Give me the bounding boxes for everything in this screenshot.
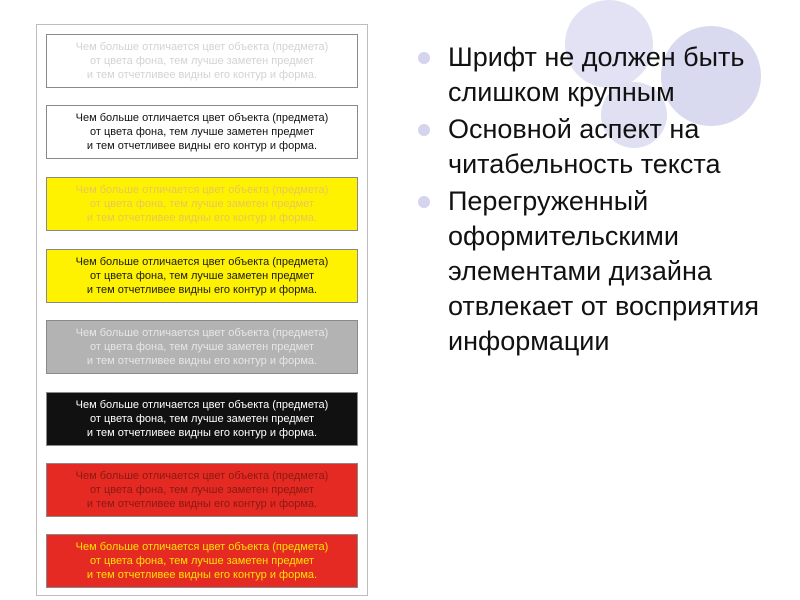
bullet-dot-icon	[418, 52, 430, 64]
sample-line: Чем больше отличается цвет объекта (предмета)	[75, 470, 329, 482]
sample-line: от цвета фона, тем лучше заметен предмет	[90, 55, 314, 67]
contrast-sample	[46, 105, 358, 159]
contrast-sample	[46, 34, 358, 88]
sample-line: Чем больше отличается цвет объекта (предмета)	[75, 327, 329, 339]
sample-line: и тем отчетливее видны его контур и форма.	[86, 498, 318, 510]
contrast-sample	[46, 177, 358, 231]
sample-line: и тем отчетливее видны его контур и форма.	[86, 212, 318, 224]
sample-line: от цвета фона, тем лучше заметен предмет	[90, 270, 314, 282]
sample-line: Чем больше отличается цвет объекта (предмета)	[75, 112, 329, 124]
contrast-sample	[46, 392, 358, 446]
bullet-item	[418, 184, 788, 359]
sample-line: Чем больше отличается цвет объекта (предмета)	[75, 41, 329, 53]
bullet-dot-icon	[418, 124, 430, 136]
sample-line: и тем отчетливее видны его контур и форма.	[86, 569, 318, 581]
bullet-text: Перегруженный оформительскими элементами дизайна отвлекает от восприятия информации	[448, 186, 759, 356]
bullet-item	[418, 40, 788, 110]
contrast-sample	[46, 534, 358, 588]
bullet-dot-icon	[418, 196, 430, 208]
bullet-text: Шрифт не должен быть слишком крупным	[448, 42, 745, 107]
contrast-examples-figure	[36, 24, 368, 596]
sample-line: и тем отчетливее видны его контур и форма.	[86, 69, 318, 81]
sample-line: от цвета фона, тем лучше заметен предмет	[90, 484, 314, 496]
sample-line: Чем больше отличается цвет объекта (предмета)	[75, 399, 329, 411]
contrast-sample	[46, 463, 358, 517]
sample-line: и тем отчетливее видны его контур и форма.	[86, 427, 318, 439]
sample-line: и тем отчетливее видны его контур и форма.	[86, 140, 318, 152]
contrast-sample	[46, 249, 358, 303]
sample-line: Чем больше отличается цвет объекта (предмета)	[75, 541, 329, 553]
bullet-item	[418, 112, 788, 182]
bullet-list	[418, 40, 788, 361]
sample-line: и тем отчетливее видны его контур и форма.	[86, 355, 318, 367]
contrast-sample	[46, 320, 358, 374]
sample-line: и тем отчетливее видны его контур и форма.	[86, 284, 318, 296]
bullet-text: Основной аспект на читабельность текста	[448, 114, 721, 179]
sample-line: Чем больше отличается цвет объекта (предмета)	[75, 256, 329, 268]
sample-line: от цвета фона, тем лучше заметен предмет	[90, 198, 314, 210]
sample-line: Чем больше отличается цвет объекта (предмета)	[75, 184, 329, 196]
sample-line: от цвета фона, тем лучше заметен предмет	[90, 126, 314, 138]
sample-line: от цвета фона, тем лучше заметен предмет	[90, 341, 314, 353]
sample-line: от цвета фона, тем лучше заметен предмет	[90, 413, 314, 425]
sample-line: от цвета фона, тем лучше заметен предмет	[90, 555, 314, 567]
